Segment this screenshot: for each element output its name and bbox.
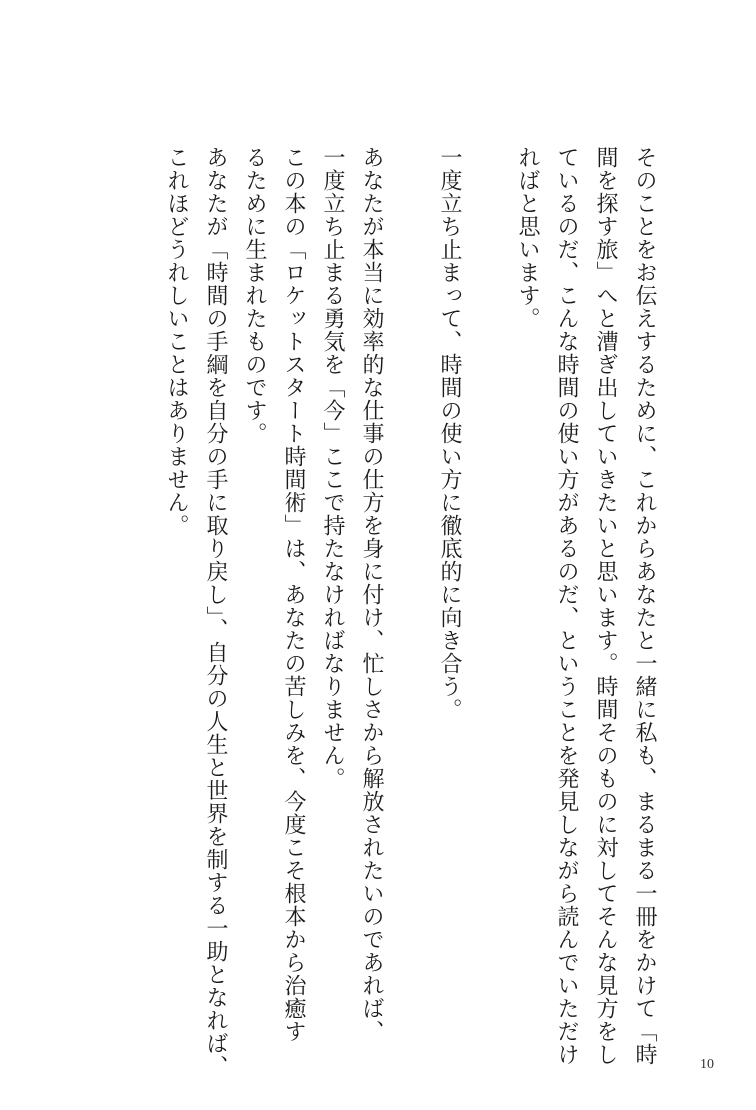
blank-line (469, 146, 508, 1006)
section-heading: 一度立ち止まって、時間の使い方に徹底的に向き合う。 (437, 146, 462, 721)
page-body-text (64, 146, 664, 1078)
page-number: 10 (700, 1057, 714, 1072)
text-line: そのことをお伝えするために、これからあなたと一緒に私も、まるまる一冊をかけて「時 (632, 146, 657, 1066)
blank-line (391, 146, 430, 1006)
text-line: この本の「ロケットスタート時間術」は、あなたの苦しみを、今度こそ根本から治癒す (281, 146, 306, 1043)
text-line: ているのだ、こんな時間の使い方があるのだ、ということを発見しながら読んでいただけ (554, 146, 579, 1066)
text-line: るために生まれたものです。 (242, 146, 267, 445)
text-line: ればと思います。 (515, 146, 540, 330)
text-line: あなたが本当に効率的な仕事の仕方を身に付け、忙しさから解放されたいのであれば、 (359, 146, 384, 1043)
text-line: これほどうれしいことはありません。 (164, 146, 189, 537)
text-line: 間を探す旅」へと漕ぎ出していきたいと思います。時間そのものに対してそんな見方をし (593, 146, 618, 1066)
text-line: あなたが「時間の手綱を自分の手に取り戻し」、自分の人生と世界を制する一助となれば、 (203, 146, 228, 1078)
text-line: 一度立ち止まる勇気を「今」ここで持たなければなりません。 (320, 146, 345, 790)
